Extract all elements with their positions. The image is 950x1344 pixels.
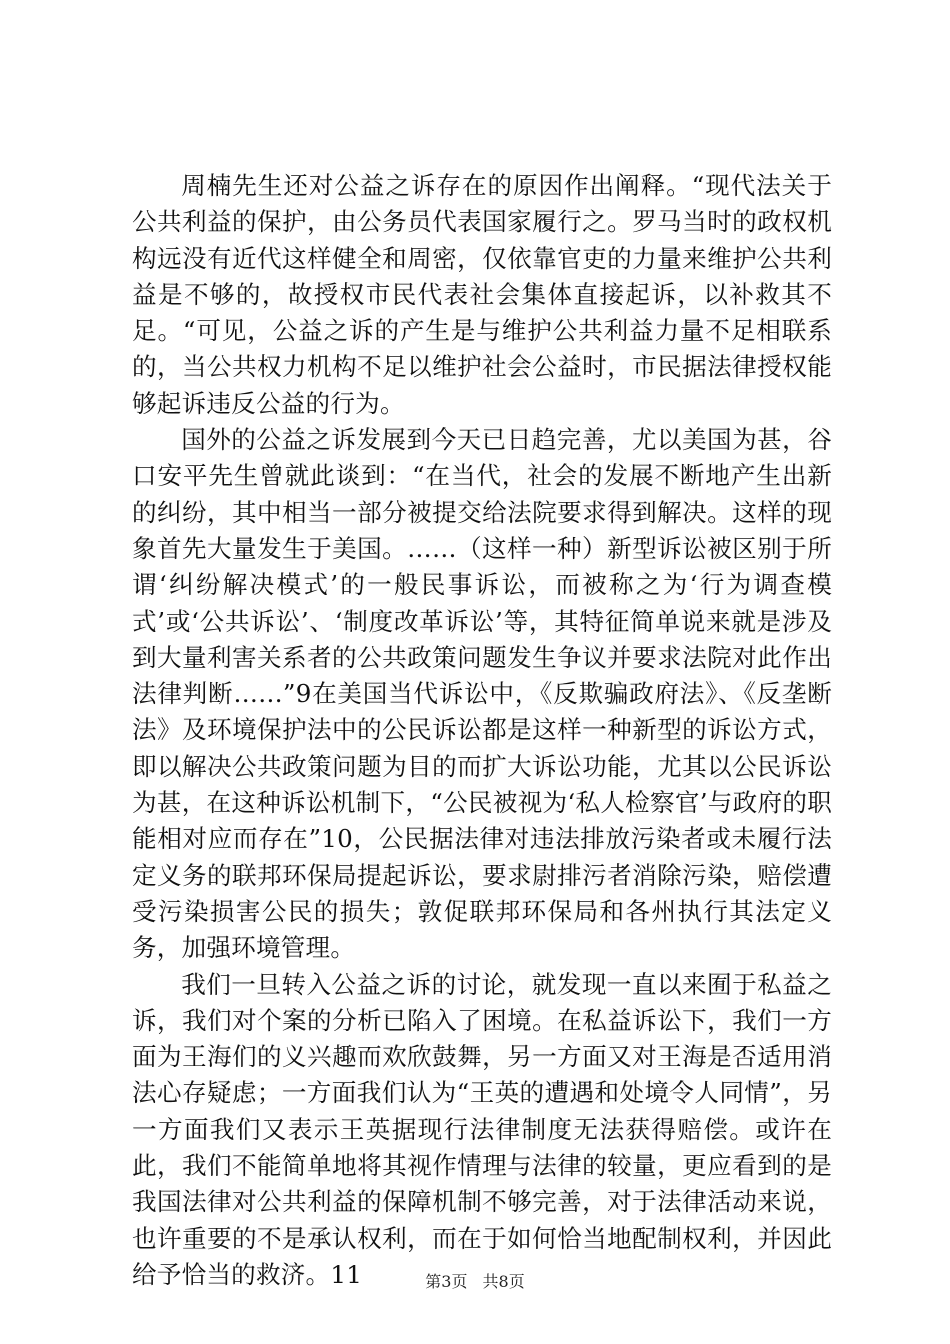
paragraph-1: 周楠先生还对公益之诉存在的原因作出阐释。“现代法关于公共利益的保护，由公务员代表国家履行之。罗马当时的政权机构远没有近代这样健全和周密，仅依靠官吏的力量来维护公共利益是不够的，故授权市民代表社会集体直接起诉，以补救其不足。“可见，公益之诉的产生是与维护公共利益力量不足相联系的，当公共权力机构不足以维护社会公益时，市民据法律授权能够起诉违反公益的行为。 xyxy=(132,171,832,418)
page-footer xyxy=(0,1272,950,1292)
page-number: 第3页 xyxy=(425,1272,468,1291)
page-total: 共8页 xyxy=(482,1272,525,1291)
document-body xyxy=(132,168,832,1293)
paragraph-3: 我们一旦转入公益之诉的讨论，就发现一直以来囿于私益之诉，我们对个案的分析已陷入了困境。在私益诉讼下，我们一方面为王海们的义兴趣而欢欣鼓舞，另一方面又对王海是否适用消法心存疑虑；一方面我们认为“王英的遭遇和处境令人同情”，另一方面我们又表示王英据现行法律制度无法获得赔偿。或许在此，我们不能简单地将其视作情理与法律的较量，更应看到的是我国法律对公共利益的保障机制不够完善，对于法律活动来说，也许重要的不是承认权利，而在于如何恰当地配制权利，并因此给予恰当的救济。11 xyxy=(132,969,832,1289)
paragraph-2: 国外的公益之诉发展到今天已日趋完善，尤以美国为甚，谷口安平先生曾就此谈到：“在当代，社会的发展不断地产生出新的纠纷，其中相当一部分被提交给法院要求得到解决。这样的现象首先大量发生于美国。……（这样一种）新型诉讼被区别于所谓‘纠纷解决模式’的一般民事诉讼，而被称之为‘行为调查模式’或‘公共诉讼’、‘制度改革诉讼’等，其特征简单说来就是涉及到大量利害关系者的公共政策问题发生争议并要求法院对此作出法律判断……”9在美国当代诉讼中，《反欺骗政府法》、《反垄断法》及环境保护法中的公民诉讼都是这样一种新型的诉讼方式，即以解决公共政策问题为目的而扩大诉讼功能，尤其以公民诉讼为甚，在这种诉讼机制下，“公民被视为‘私人检察官’与政府的职能相对应而存在”10，公民据法律对违法排放污染者或未履行法定义务的联邦环保局提起诉讼，要求尉排污者消除污染，赔偿遭受污染损害公民的损失；敦促联邦环保局和各州执行其法定义务，加强环境管理。 xyxy=(132,425,832,963)
